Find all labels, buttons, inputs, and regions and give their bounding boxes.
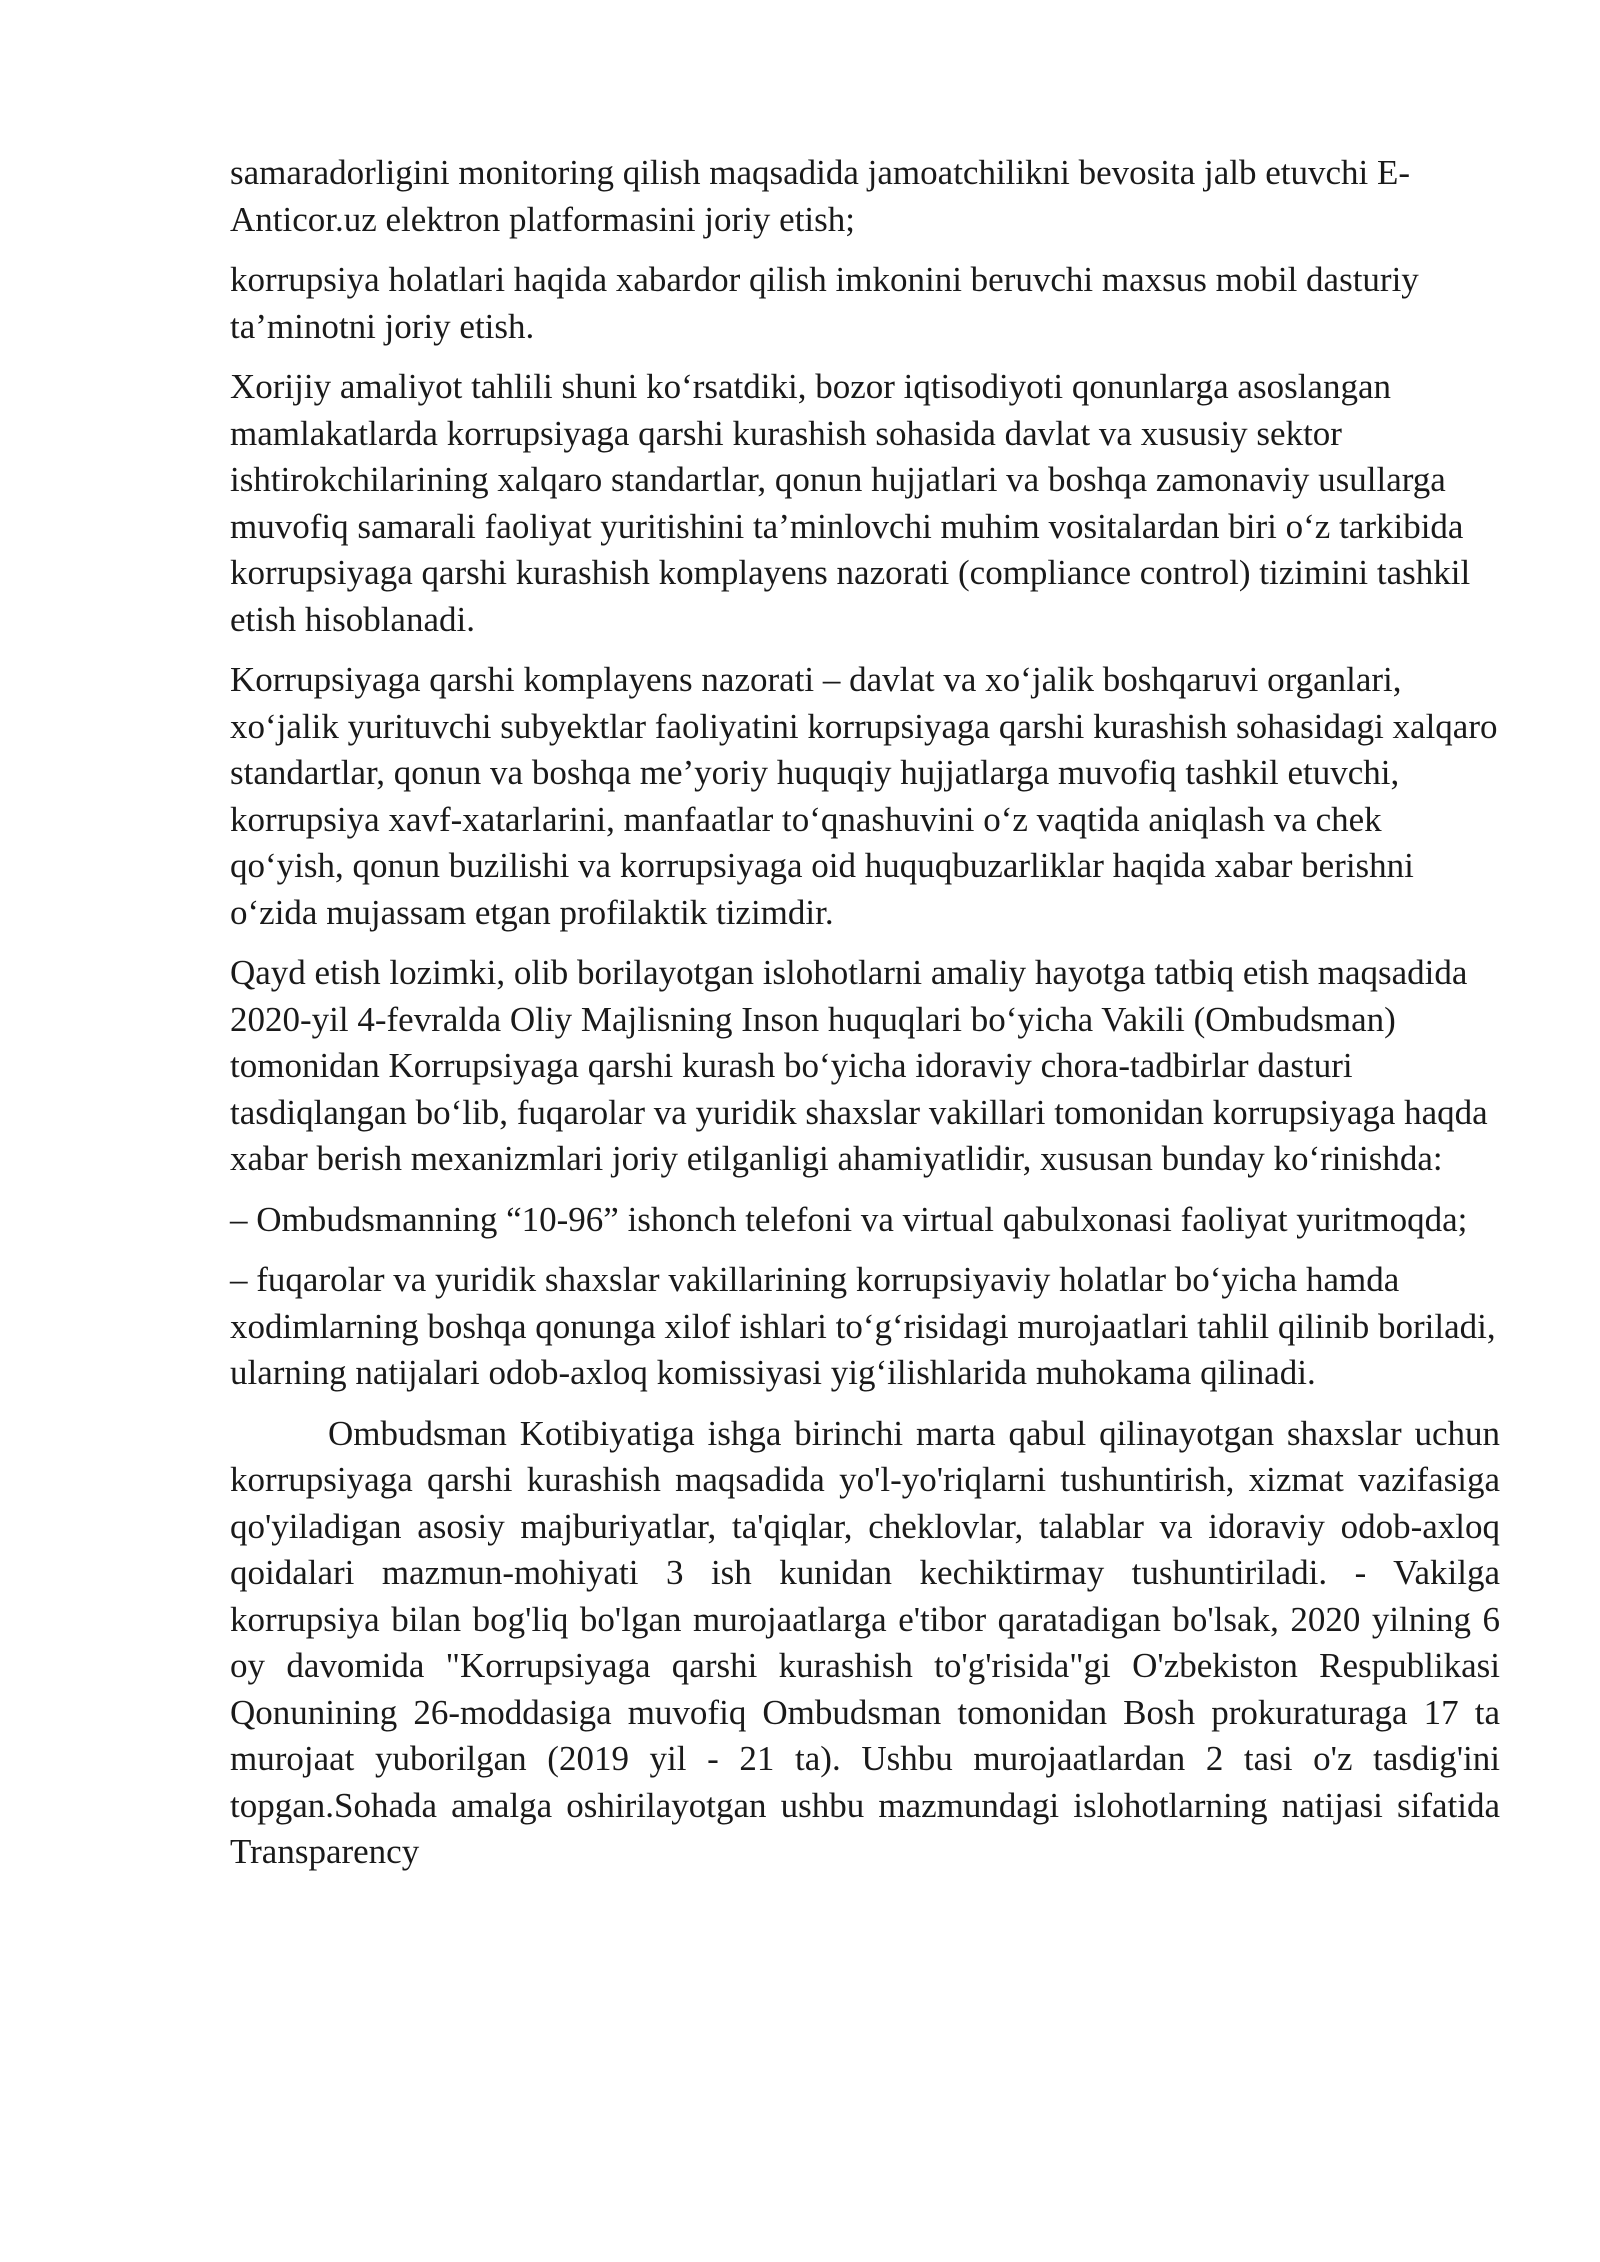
paragraph-hotline: – Ombudsmanning “10-96” ishonch telefoni va virtual qabulxonasi faoliyat yuritmoqda; [230, 1199, 1468, 1239]
paragraph-foreign-practice: Xorijiy amaliyot tahlili shuni ko‘rsatdiki, bozor iqtisodiyoti qonunlarga asoslangan mamlakatlarda korrupsiyaga qarshi kurashish sohasida davlat va xususiy sektor ishtirokchilarining xalqaro standartlar, qonun hujjatlari va boshqa zamonaviy usullarga muvofiq samarali faoliyat yuritishini ta’minlovchi muhim vositalardan biri o‘z tarkibida korrupsiyaga qarshi kurashish komplayens nazorati (compliance control) tizimini tashkil etish hisoblanadi. [230, 367, 1471, 639]
paragraph-mobile-software: korrupsiya holatlari haqida xabardor qilish imkonini beruvchi maxsus mobil dasturiy ta’minotni joriy etish. [230, 260, 1419, 346]
paragraph-secretariat: Ombudsman Kotibiyatiga ishga birinchi marta qabul qilinayotgan shaxslar uchun korrupsiyaga qarshi kurashish maqsadida yo'l-yo'riqlarni tushuntirish, xizmat vazifasiga qo'yiladigan asosiy majburiyatlar, ta'qiqlar, cheklovlar, talablar va idoraviy odob-axloq qoidalari mazmun-mohiyati 3 ish kunidan kechiktirmay tushuntiriladi. - Vakilga korrupsiya bilan bog'liq bo'lgan murojaatlarga e'tibor qaratadigan bo'lsak, 2020 yilning 6 oy davomida "Korrupsiyaga qarshi kurashish to'g'risida"gi O'zbekiston Respublikasi Qonunining 26-moddasiga muvofiq Ombudsman tomonidan Bosh prokuraturaga 17 ta murojaat yuborilgan (2019 yil - 21 ta). Ushbu murojaatlardan 2 tasi o'z tasdig'ini topgan.Sohada amalga oshirilayotgan ushbu mazmundagi islohotlarning natijasi sifatida Transparency [230, 1413, 1500, 1871]
paragraph-e-anticor: samaradorligini monitoring qilish maqsadida jamoatchilikni bevosita jalb etuvchi E-Anticor.uz elektron platformasini joriy etish; [230, 153, 1411, 239]
paragraph-appeals-analysis: – fuqarolar va yuridik shaxslar vakillarining korrupsiyaviy holatlar bo‘yicha hamda xodimlarning boshqa qonunga xilof ishlari to‘g‘risidagi murojaatlari tahlil qilinib boriladi, ularning natijalari odob-axloq komissiyasi yig‘ilishlarida muhokama qilinadi. [230, 1260, 1496, 1392]
paragraph-compliance-definition: Korrupsiyaga qarshi komplayens nazorati – davlat va xo‘jalik boshqaruvi organlari, xo‘jalik yurituvchi subyektlar faoliyatini korrupsiyaga qarshi kurashish sohasidagi xalqaro standartlar, qonun va boshqa me’yoriy huquqiy hujjatlarga muvofiq tashkil etuvchi, korrupsiya xavf-xatarlarini, manfaatlar to‘qnashuvini o‘z vaqtida aniqlash va chek qo‘yish, qonun buzilishi va korrupsiyaga oid huquqbuzarliklar haqida xabar berishni o‘zida mujassam etgan profilaktik tizimdir. [230, 660, 1498, 932]
paragraph-ombudsman-program: Qayd etish lozimki, olib borilayotgan islohotlarni amaliy hayotga tatbiq etish maqsadida 2020-yil 4-fevralda Oliy Majlisning Inson huquqlari bo‘yicha Vakili (Ombudsman) tomonidan Korrupsiyaga qarshi kurash bo‘yicha idoraviy chora-tadbirlar dasturi tasdiqlangan bo‘lib, fuqarolar va yuridik shaxslar vakillari tomonidan korrupsiyaga haqda xabar berish mexanizmlari joriy etilganligi ahamiyatlidir, xususan bunday ko‘rinishda: [230, 953, 1488, 1178]
document-body [230, 150, 1500, 1890]
